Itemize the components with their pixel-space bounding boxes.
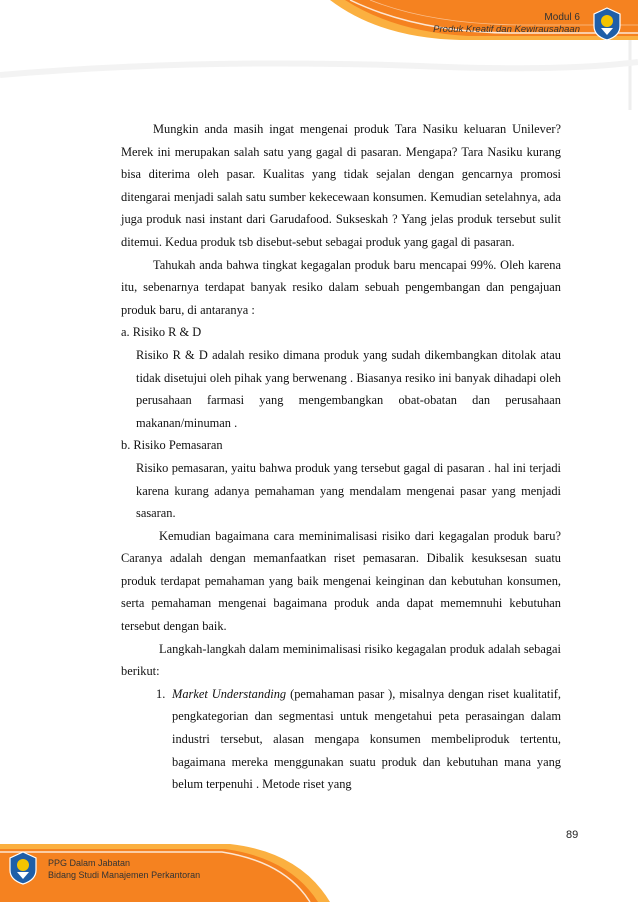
step-1-term: Market Understanding <box>172 686 287 701</box>
item-b-text: Risiko pemasaran, yaitu bahwa produk yang tersebut gagal di pasaran . hal ini terjadi karena kurang adanya pemahaman yang mendalam mengenai pasar yang menjadi sasaran. <box>136 460 561 521</box>
step-1-number: 1. <box>156 686 166 701</box>
module-label: Modul 6 <box>544 12 580 23</box>
item-a-text: Risiko R & D adalah resiko dimana produk yang sudah dikembangkan ditolak atau tidak disetujui oleh pihak yang berwenang . Biasanya resiko ini banyak dihadapi oleh perusahaan farmasi yang mengembangkan obat-obatan dan perusahaan makanan/minuman . <box>136 347 561 430</box>
paragraph-3: Kemudian bagaimana cara meminimalisasi risiko dari kegagalan produk baru? Caranya adalah dengan memanfaatkan riset pemasaran. Dibalik kesuksesan suatu produk terdapat pemahaman yang baik mengenai keinginan dan kebutuhan konsumen, serta pemahaman mengenai bagaimana produk anda dapat mememnuhi kebutuhan tersebut dengan baik. <box>121 528 561 634</box>
footer-line-1: PPG Dalam Jabatan <box>48 858 131 868</box>
step-1 <box>121 683 561 796</box>
module-subtitle: Produk Kreatif dan Kewirausahaan <box>433 24 580 35</box>
main-content <box>121 118 561 796</box>
footer-line-2: Bidang Studi Manajemen Perkantoran <box>48 870 201 880</box>
tut-wuri-logo-icon <box>592 7 622 41</box>
footer-text <box>48 857 200 881</box>
paragraph-1: Mungkin anda masih ingat mengenai produk Tara Nasiku keluaran Unilever? Merek ini merupakan salah satu yang gagal di pasaran. Mengapa? Tara Nasiku kurang bisa diterima oleh pasar. Kualitas yang tidak sejalan dengan gencarnya promosi ditengarai menjadi salah satu sumber kekecewaan konsumen. Kemudian setelahnya, ada juga produk nasi instant dari Garudafood. Sukseskah ? Yang jelas produk tersebut sulit ditemui. Kedua produk tsb disebut-sebut sebagai produk yang gagal di pasaran. <box>121 122 561 249</box>
page-number: 89 <box>566 829 579 841</box>
header-text <box>433 12 580 36</box>
item-b-label: b. Risiko Pemasaran <box>121 438 223 453</box>
paragraph-4: Langkah-langkah dalam meminimalisasi risiko kegagalan produk adalah sebagai berikut: <box>121 641 561 679</box>
paragraph-2: Tahukah anda bahwa tingkat kegagalan produk baru mencapai 99%. Oleh karena itu, sebenarnya terdapat banyak resiko dalam sebuah pengembangan dan pengajuan produk baru, di antaranya : <box>121 257 561 317</box>
tut-wuri-footer-logo-icon <box>8 851 38 885</box>
step-1-text: (pemahaman pasar ), misalnya dengan riset kualitatif, pengkategorian dan segmentasi untuk mengetahui peta perasaingan dalam industri tersebut, alasan mengapa konsumen membeliproduk tertentu, bagaimana mereka menggunakan suatu produk dan kebutuhan mana yang belum terpenuhi . Metode riset yang <box>172 686 561 792</box>
item-a-label: a. Risiko R & D <box>121 325 202 340</box>
